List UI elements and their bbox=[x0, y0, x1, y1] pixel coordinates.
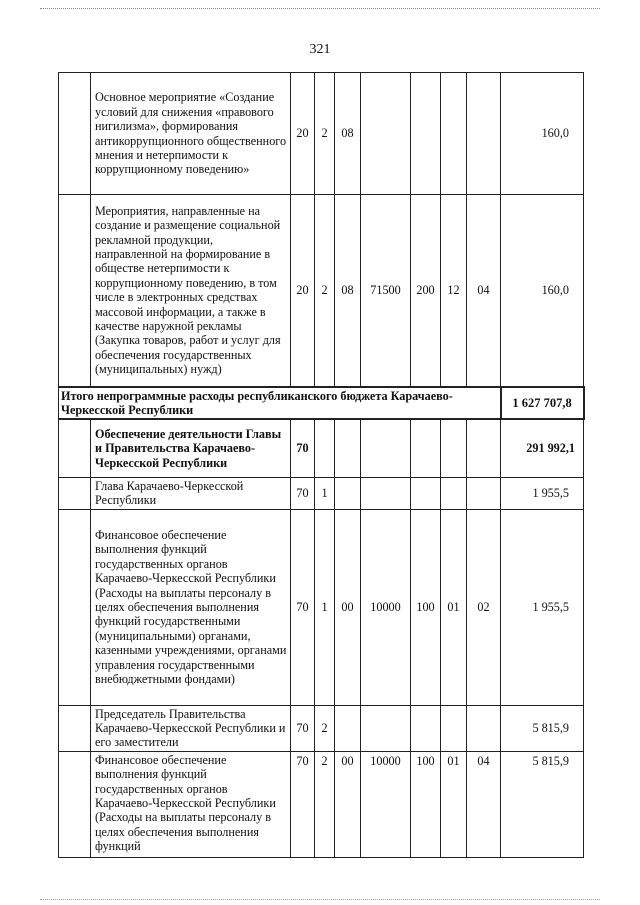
amount-cell: 160,0 bbox=[501, 73, 584, 195]
code-cell: 00 bbox=[335, 509, 361, 705]
table-row bbox=[59, 477, 584, 509]
code-cell: 200 bbox=[411, 195, 441, 387]
code-cell: 100 bbox=[411, 751, 441, 857]
code-cell: 70 bbox=[291, 751, 315, 857]
code-cell bbox=[361, 73, 411, 195]
code-cell: 01 bbox=[441, 751, 467, 857]
code-cell: 12 bbox=[441, 195, 467, 387]
code-cell: 71500 bbox=[361, 195, 411, 387]
expense-name: Председатель Правительства Карачаево-Черкесской Республики и его заместители bbox=[91, 705, 291, 751]
expense-name: Финансовое обеспечение выполнения функций государственных органов Карачаево-Черкесской Республики (Расходы на выплаты персоналу в целях обеспечения выполнения функций государственными (муниципальными) органами, казенными учреждениями, органами управления государственными внебюджетными фондами) bbox=[91, 509, 291, 705]
row-index-cell bbox=[59, 751, 91, 857]
code-cell bbox=[467, 73, 501, 195]
code-cell bbox=[335, 419, 361, 477]
code-cell: 20 bbox=[291, 195, 315, 387]
total-row bbox=[59, 387, 584, 420]
code-cell: 100 bbox=[411, 509, 441, 705]
code-cell: 1 bbox=[315, 509, 335, 705]
scan-artifact-top bbox=[40, 8, 600, 10]
code-cell bbox=[411, 419, 441, 477]
amount-cell: 1 955,5 bbox=[501, 477, 584, 509]
code-cell: 70 bbox=[291, 705, 315, 751]
row-index-cell bbox=[59, 705, 91, 751]
code-cell bbox=[335, 705, 361, 751]
code-cell: 04 bbox=[467, 195, 501, 387]
scan-artifact-bottom bbox=[40, 899, 600, 901]
code-cell: 2 bbox=[315, 705, 335, 751]
row-index-cell bbox=[59, 73, 91, 195]
table-row bbox=[59, 751, 584, 857]
amount-cell: 1 955,5 bbox=[501, 509, 584, 705]
table-row bbox=[59, 705, 584, 751]
code-cell bbox=[441, 477, 467, 509]
amount-cell: 5 815,9 bbox=[501, 751, 584, 857]
amount-cell: 5 815,9 bbox=[501, 705, 584, 751]
code-cell: 70 bbox=[291, 419, 315, 477]
code-cell: 2 bbox=[315, 73, 335, 195]
code-cell: 01 bbox=[441, 509, 467, 705]
code-cell bbox=[315, 419, 335, 477]
code-cell bbox=[361, 419, 411, 477]
row-index-cell bbox=[59, 195, 91, 387]
expense-name: Глава Карачаево-Черкесской Республики bbox=[91, 477, 291, 509]
table-row bbox=[59, 419, 584, 477]
code-cell bbox=[441, 73, 467, 195]
code-cell bbox=[441, 705, 467, 751]
code-cell: 2 bbox=[315, 751, 335, 857]
code-cell bbox=[441, 419, 467, 477]
code-cell bbox=[467, 477, 501, 509]
page-number: 321 bbox=[309, 42, 331, 57]
table-row bbox=[59, 509, 584, 705]
code-cell: 70 bbox=[291, 509, 315, 705]
row-index-cell bbox=[59, 509, 91, 705]
code-cell: 08 bbox=[335, 73, 361, 195]
code-cell: 04 bbox=[467, 751, 501, 857]
code-cell: 1 bbox=[315, 477, 335, 509]
expense-name: Финансовое обеспечение выполнения функций государственных органов Карачаево-Черкесской Республики (Расходы на выплаты персоналу в целях обеспечения выполнения функций bbox=[91, 751, 291, 857]
table-row bbox=[59, 195, 584, 387]
code-cell bbox=[411, 73, 441, 195]
code-cell: 20 bbox=[291, 73, 315, 195]
table-row bbox=[59, 73, 584, 195]
row-index-cell bbox=[59, 419, 91, 477]
code-cell bbox=[361, 705, 411, 751]
code-cell bbox=[411, 705, 441, 751]
code-cell: 08 bbox=[335, 195, 361, 387]
code-cell: 00 bbox=[335, 751, 361, 857]
total-amount: 1 627 707,8 bbox=[501, 387, 584, 420]
code-cell bbox=[467, 705, 501, 751]
amount-cell: 160,0 bbox=[501, 195, 584, 387]
code-cell: 2 bbox=[315, 195, 335, 387]
code-cell: 10000 bbox=[361, 751, 411, 857]
total-label: Итого непрограммные расходы республиканского бюджета Карачаево-Черкесской Республики bbox=[59, 387, 501, 420]
code-cell bbox=[467, 419, 501, 477]
code-cell: 10000 bbox=[361, 509, 411, 705]
budget-table-container bbox=[58, 72, 585, 858]
code-cell bbox=[361, 477, 411, 509]
expense-name: Основное мероприятие «Создание условий для снижения «правового нигилизма», формирования антикоррупционного общественного мнения и нетерпимости к коррупционному поведению» bbox=[91, 73, 291, 195]
budget-table bbox=[58, 72, 585, 858]
row-index-cell bbox=[59, 477, 91, 509]
amount-cell: 291 992,1 bbox=[501, 419, 584, 477]
code-cell bbox=[411, 477, 441, 509]
expense-name: Мероприятия, направленные на создание и размещение социальной рекламной продукции, направленной на формирование в обществе нетерпимости к коррупционному поведению, в том числе в электронных средствах массовой информации, а также в качестве наружной рекламы (Закупка товаров, работ и услуг для обеспечения государственных (муниципальных) нужд) bbox=[91, 195, 291, 387]
code-cell: 70 bbox=[291, 477, 315, 509]
code-cell bbox=[335, 477, 361, 509]
expense-name: Обеспечение деятельности Главы и Правительства Карачаево-Черкесской Республики bbox=[91, 419, 291, 477]
code-cell: 02 bbox=[467, 509, 501, 705]
